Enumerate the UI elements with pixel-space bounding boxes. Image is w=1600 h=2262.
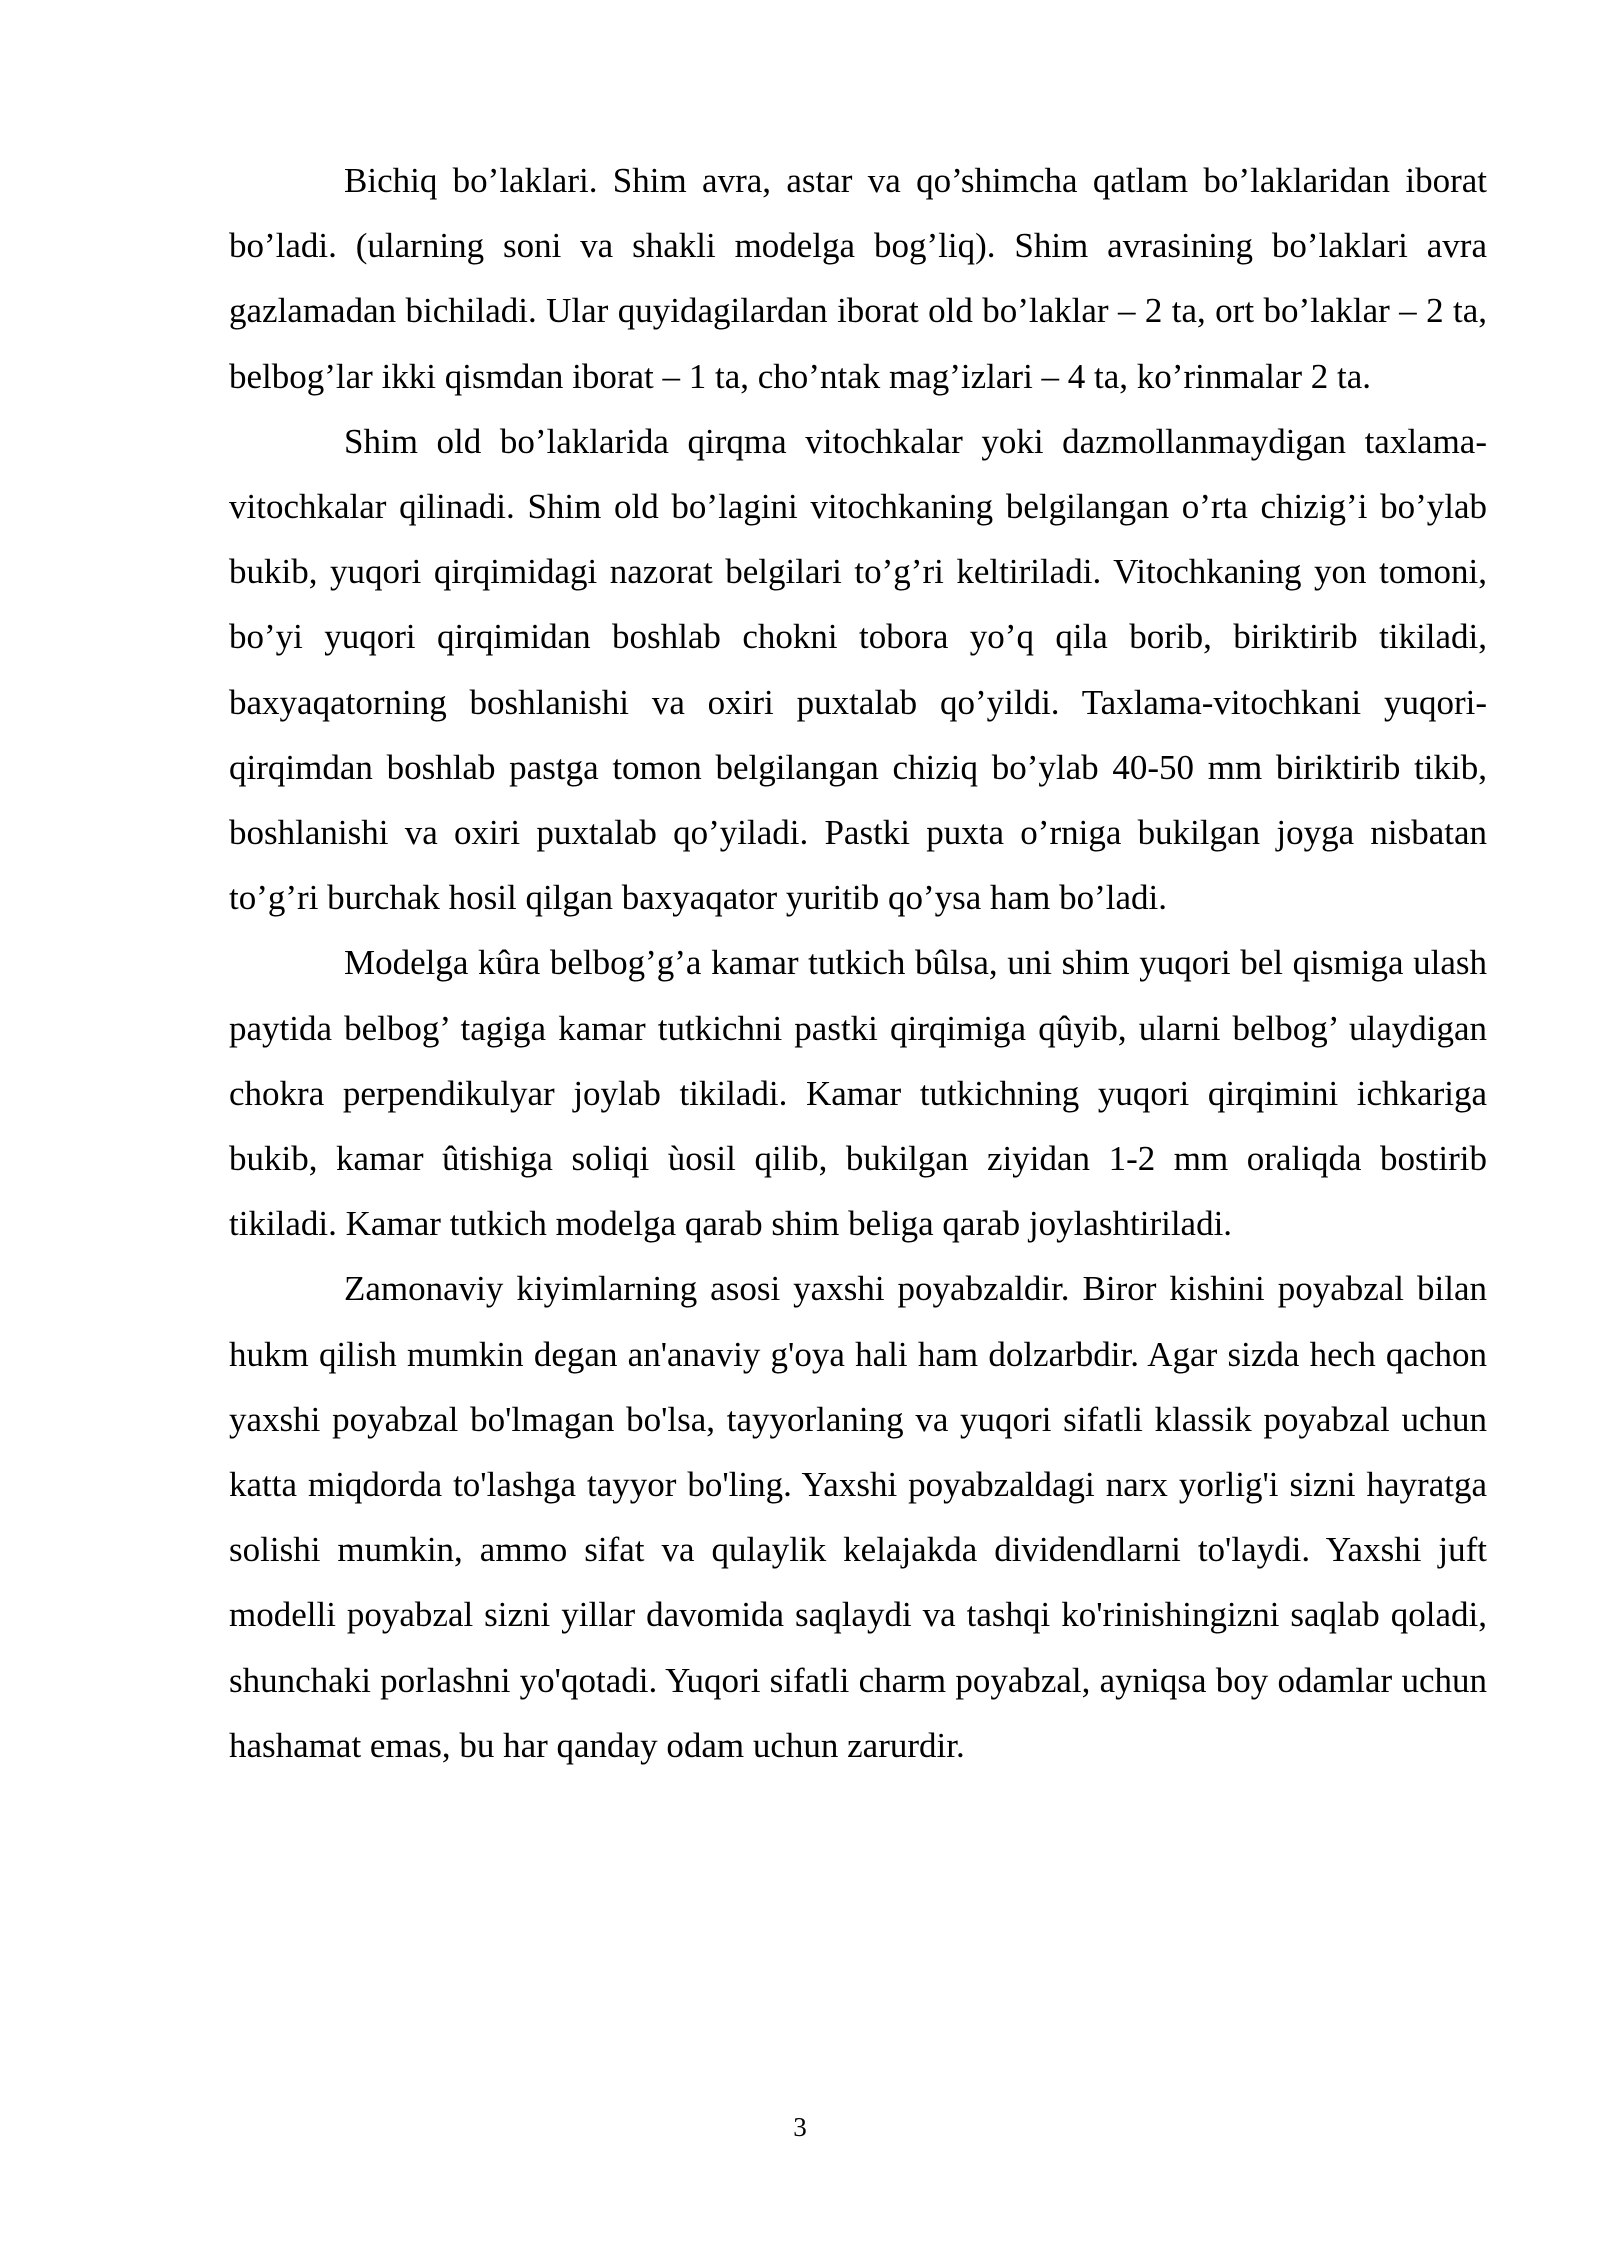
- paragraph-2: Shim old bo’laklarida qirqma vitochkalar yoki dazmollanmaydigan taxlama-vitochkalar qilinadi. Shim old bo’lagini vitochkaning belgilangan o’rta chizig’i bo’ylab bukib, yuqori qirqimidagi nazorat belgilari to’g’ri keltiriladi. Vitochkaning yon tomoni, bo’yi yuqori qirqimidan boshlab chokni tobora yo’q qila borib, biriktirib tikiladi, baxyaqatorning boshlanishi va oxiri puxtalab qo’yildi. Taxlama-vitochkani yuqori-qirqimdan boshlab pastga tomon belgilangan chiziq bo’ylab 40-50 mm biriktirib tikib, boshlanishi va oxiri puxtalab qo’yiladi. Pastki puxta o’rniga bukilgan joyga nisbatan to’g’ri burchak hosil qilgan baxyaqator yuritib qo’ysa ham bo’ladi.: [229, 421, 1487, 918]
- paragraph-4: Zamonaviy kiyimlarning asosi yaxshi poyabzaldir. Biror kishini poyabzal bilan hukm qilish mumkin degan an'anaviy g'oya hali ham dolzarbdir. Agar sizda hech qachon yaxshi poyabzal bo'lmagan bo'lsa, tayyorlaning va yuqori sifatli klassik poyabzal uchun katta miqdorda to'lashga tayyor bo'ling. Yaxshi poyabzaldagi narx yorlig'i sizni hayratga solishi mumkin, ammo sifat va qulaylik kelajakda dividendlarni to'laydi. Yaxshi juft modelli poyabzal sizni yillar davomida saqlaydi va tashqi ko'rinishingizni saqlab qoladi, shunchaki porlashni yo'qotadi. Yuqori sifatli charm poyabzal, ayniqsa boy odamlar uchun hashamat emas, bu har qanday odam uchun zarurdir.: [229, 1269, 1487, 1765]
- body-text: [229, 148, 1487, 1778]
- paragraph-1: Bichiq bo’laklari. Shim avra, astar va qo’shimcha qatlam bo’laklaridan iborat bo’ladi. (ularning soni va shakli modelga bog’liq). Shim avrasining bo’laklari avra gazlamadan bichiladi. Ular quyidagilardan iborat old bo’laklar – 2 ta, ort bo’laklar – 2 ta, belbog’lar ikki qismdan iborat – 1 ta, cho’ntak mag’izlari – 4 ta, ko’rinmalar 2 ta.: [229, 161, 1487, 396]
- page-number: 3: [793, 2112, 807, 2142]
- paragraph-3: Modelga kûra belbog’g’a kamar tutkich bûlsa, uni shim yuqori bel qismiga ulash paytida belbog’ tagiga kamar tutkichni pastki qirqimiga qûyib, ularni belbog’ ulaydigan chokra perpendikulyar joylab tikiladi. Kamar tutkichning yuqori qirqimini ichkariga bukib, kamar ûtishiga soliqi ùosil qilib, bukilgan ziyidan 1-2 mm oraliqda bostirib tikiladi. Kamar tutkich modelga qarab shim beliga qarab joylashtiriladi.: [229, 943, 1487, 1244]
